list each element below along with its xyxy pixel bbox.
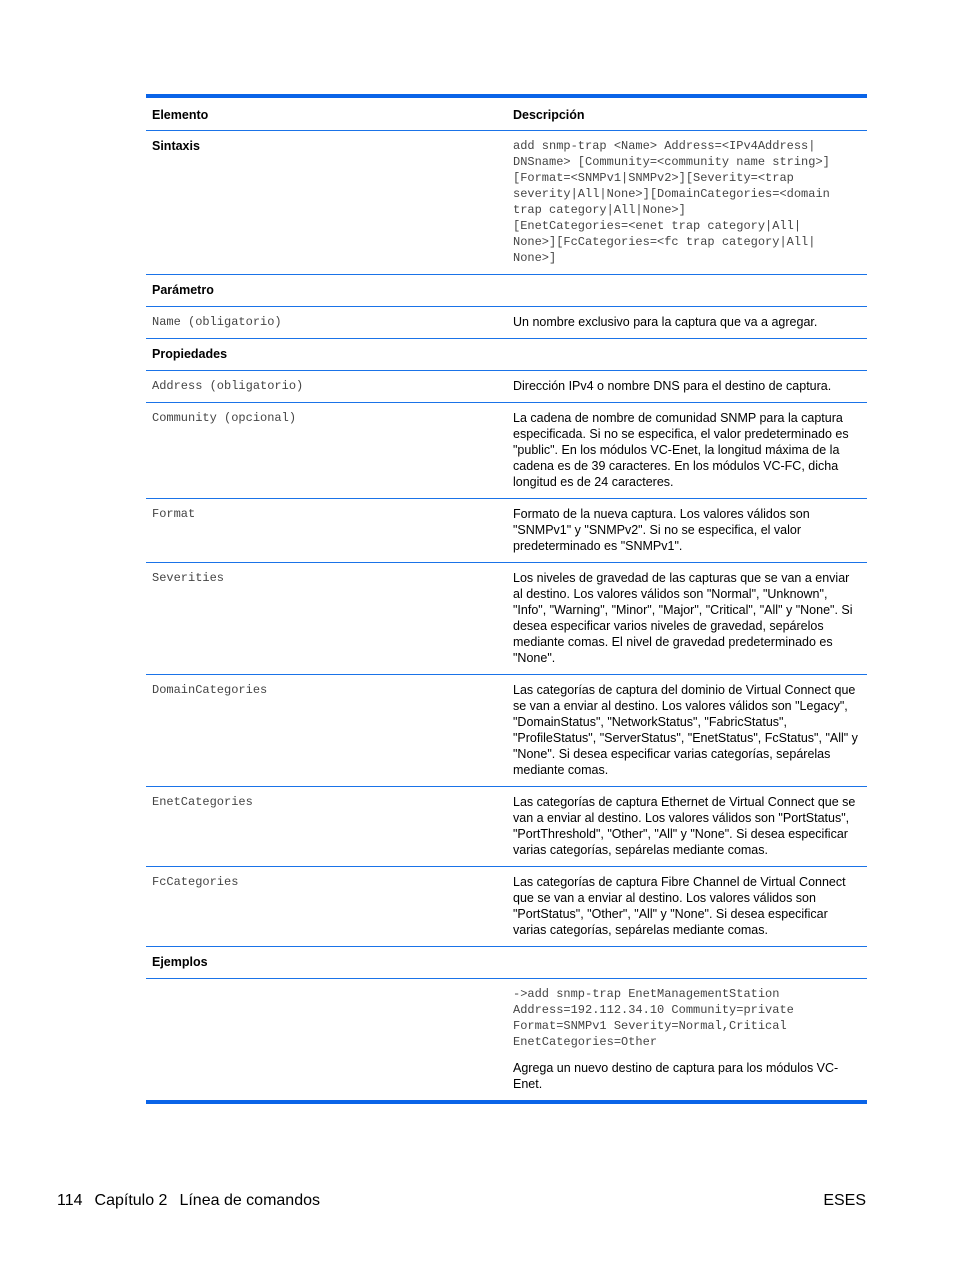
example-row: [146, 979, 867, 1100]
prop-name: DomainCategories: [152, 683, 268, 697]
chapter-label: Capítulo 2: [94, 1192, 168, 1209]
table-row: [146, 499, 867, 563]
section-row-propiedades: [146, 339, 867, 371]
prop-desc: Los niveles de gravedad de las capturas que se van a enviar al destino. Los valores válidos son "Normal", "Unknown", "Info", "Warning", "Minor", "Major", "Critical", "All" y "None". Si desea especificar varios niveles de gravedad, sepárelos mediante comas. El nivel de gravedad predeterminado es "None".: [513, 571, 853, 665]
prop-desc: Las categorías de captura Ethernet de Virtual Connect que se van a enviar al destino. Los valores válidos son "PortStatus", "PortThreshold", "Other", "All" y "None". Si desea especificar varias categorías, sepárelas mediante comas.: [513, 795, 856, 857]
chapter-title: Línea de comandos: [179, 1192, 320, 1209]
section-label-propiedades: Propiedades: [152, 347, 228, 361]
prop-name: FcCategories: [152, 875, 239, 889]
param-name: Name (obligatorio): [152, 315, 282, 329]
prop-desc: Dirección IPv4 o nombre DNS para el destino de captura.: [513, 379, 832, 393]
section-row-ejemplos: [146, 947, 867, 979]
prop-name: Severities: [152, 571, 225, 585]
prop-name: Community (opcional): [152, 411, 297, 425]
prop-name: EnetCategories: [152, 795, 253, 809]
page-footer-left: [57, 1191, 320, 1211]
page-number: 114: [57, 1192, 83, 1209]
table-row: [146, 371, 867, 403]
prop-desc: Formato de la nueva captura. Los valores válidos son "SNMPv1" y "SNMPv2". Si no se especifica, el valor predeterminado es "SNMPv1".: [513, 507, 810, 553]
example-desc: Agrega un nuevo destino de captura para los módulos VC-Enet.: [513, 1061, 839, 1091]
section-row-parametro: [146, 275, 867, 307]
locale-code: ESES: [823, 1192, 866, 1209]
syntax-row: [146, 131, 867, 275]
table-row: [146, 787, 867, 867]
table-header-row: [146, 98, 867, 131]
section-label-parametro: Parámetro: [152, 283, 214, 297]
command-table: [146, 94, 867, 1104]
param-desc: Un nombre exclusivo para la captura que va a agregar.: [513, 315, 818, 329]
table-row: [146, 867, 867, 947]
table-row: [146, 403, 867, 499]
section-label-ejemplos: Ejemplos: [152, 955, 208, 969]
prop-desc: Las categorías de captura del dominio de Virtual Connect que se van a enviar al destino. Los valores válidos son "Legacy", "DomainStatus", "NetworkStatus", "FabricStatus", "ProfileStatus", "ServerStatus", "EnetStatus", FcStatus", "All" y "None". Si desea especificar varias categorías, sepárelas mediante comas.: [513, 683, 858, 777]
prop-desc: La cadena de nombre de comunidad SNMP para la captura especificada. Si no se especifica, el valor predeterminado es "public". En los módulos VC-Enet, la longitud máxima de la cadena es de 39 caracteres. En los módulos VC-FC, dicha longitud es de 24 caracteres.: [513, 411, 849, 489]
syntax-label: Sintaxis: [152, 139, 200, 153]
header-elemento: Elemento: [152, 108, 209, 122]
table-row: [146, 307, 867, 339]
syntax-value: add snmp-trap <Name> Address=<IPv4Address| DNSname> [Community=<community name string>] [Format=<SNMPv1|SNMPv2>][Severity=<trap severity|All|None>][DomainCategories=<domain trap category|All|None>] [EnetCategories=<enet trap category|All| None>][FcCategories=<fc trap category|All| None>]: [513, 139, 830, 265]
prop-name: Format: [152, 507, 196, 521]
prop-name: Address (obligatorio): [152, 379, 304, 393]
table-row: [146, 675, 867, 787]
example-code: ->add snmp-trap EnetManagementStation Address=192.112.34.10 Community=private Format=SNMPv1 Severity=Normal,Critical EnetCategories=Other: [513, 987, 794, 1049]
header-descripcion: Descripción: [513, 108, 585, 122]
prop-desc: Las categorías de captura Fibre Channel de Virtual Connect que se van a enviar al destino. Los valores válidos son "PortStatus", "Other", "All" y "None". Si desea especificar varias categorías, sepárelas mediante comas.: [513, 875, 846, 937]
table-row: [146, 563, 867, 675]
